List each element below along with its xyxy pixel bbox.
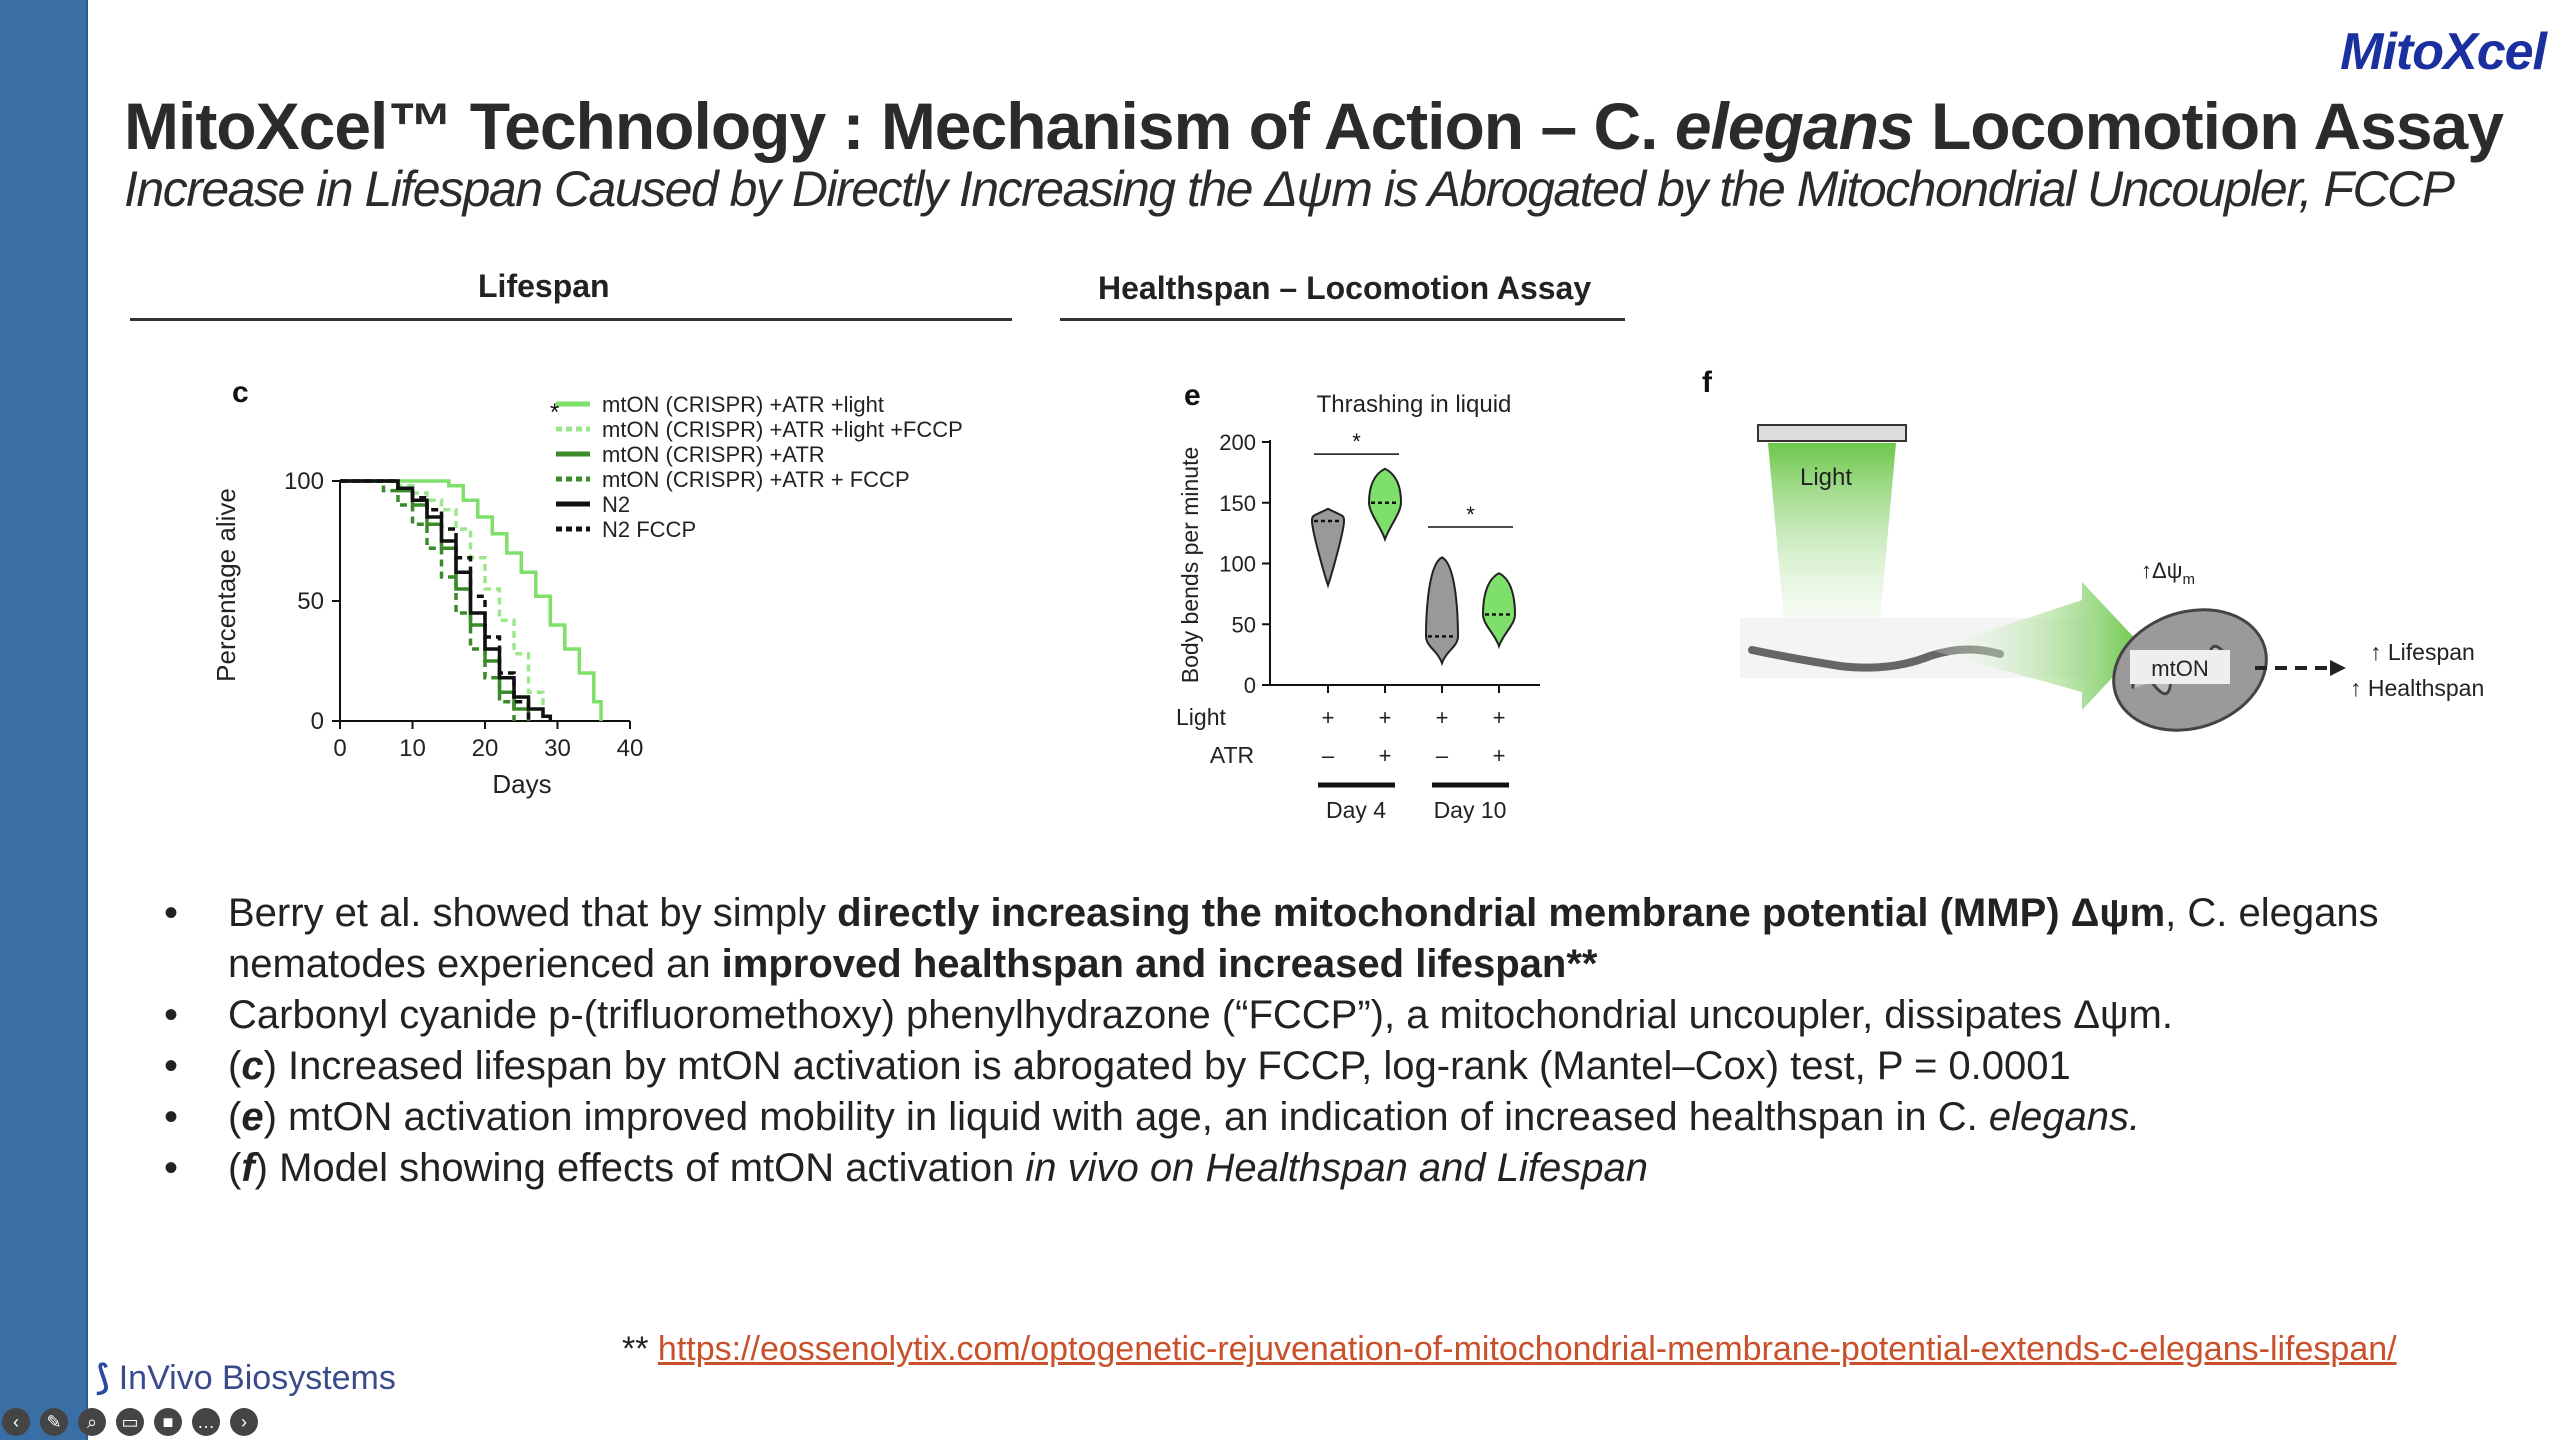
bullet-item: • Carbonyl cyanide p-(trifluoromethoxy) phenylhydrazone (“FCCP”), a mitochondrial uncoupler, dissipates Δψm. [164,993,2173,1037]
bullet-item: • (e) mtON activation improved mobility in liquid with age, an indication of increased healthspan in C. elegans. [164,1095,2141,1139]
legend-label: mtON (CRISPR) +ATR + FCCP [602,467,910,492]
mitoxcel-logo: MitoXcel [2340,23,2546,81]
y-tick-label: 100 [1219,551,1256,577]
significance-star: * [1466,502,1475,528]
lifespan-ylabel: Percentage alive [211,488,241,682]
panel-letter-e: e [1184,379,1201,412]
model-diagram [1690,360,2520,760]
slide-title: MitoXcel™ Technology : Mechanism of Action – C. elegans Locomotion Assay [124,89,2503,163]
legend-label: N2 FCCP [602,517,697,542]
pen-icon[interactable]: ✎ [40,1408,68,1436]
bullet-item: • (f) Model showing effects of mtON activation in vivo on Healthspan and Lifespan [164,1146,1649,1190]
camera-icon[interactable]: ■ [154,1408,182,1436]
legend-significance-star: * [550,399,560,426]
lifespan-effect: ↑ Lifespan [2370,639,2475,665]
y-tick-label: 0 [1243,673,1256,698]
more-options-icon[interactable]: … [192,1408,220,1436]
slide-subtitle: Increase in Lifespan Caused by Directly Increasing the Δψm is Abrogated by the Mitochondrial Uncoupler, FCCP [124,161,2454,217]
effect-arrowhead [2330,660,2346,676]
legend-label: mtON (CRISPR) +ATR +light +FCCP [602,417,963,442]
slideshow-toolbar [2,1408,258,1436]
thrashing-chart [1170,370,1570,830]
light-label: Light [1799,464,1853,491]
y-tick-label: 50 [297,588,324,615]
panel-letter-f: f [1702,366,1712,399]
bullet-item: • (c) Increased lifespan by mtON activation is abrogated by FCCP, log-rank (Mantel–Cox) test, P = 0.0001 [164,1044,2071,1088]
x-tick-label: 30 [544,735,571,762]
violin-shape [1483,573,1515,646]
legend-label: mtON (CRISPR) +ATR [602,442,825,467]
previous-slide-icon[interactable]: ‹ [2,1408,30,1436]
violin-shape [1426,557,1458,663]
atr-sign: + [1378,743,1392,768]
company-logo-mark: ⟆ [96,1359,110,1397]
section-label-lifespan: Lifespan [478,268,610,304]
x-tick-label: 10 [399,735,426,762]
mton-label: mtON [2151,656,2209,681]
light-sign: + [1435,705,1449,730]
light-sign: + [1321,705,1335,730]
zoom-icon[interactable]: ⌕ [78,1408,106,1436]
section-rule-healthspan [1060,318,1625,321]
survival-curve [340,481,550,721]
light-sign: + [1378,705,1392,730]
day4-label: Day 4 [1325,797,1387,823]
atr-sign: – [1321,743,1335,768]
y-tick-label: 200 [1219,430,1256,455]
day10-label: Day 10 [1433,797,1507,823]
lifespan-xlabel: Days [492,769,552,799]
x-tick-label: 40 [616,735,644,762]
legend-label: mtON (CRISPR) +ATR +light [602,392,884,417]
footnote: ** https://eossenolytix.com/optogenetic-rejuvenation-of-mitochondrial-membrane-potential-extends-c-elegans-lifespan/ [622,1330,2397,1368]
next-slide-icon[interactable]: › [230,1408,258,1436]
healthspan-effect: ↑ Healthspan [2350,675,2485,701]
y-tick-label: 150 [1219,490,1256,516]
delta-psi-label: $↑\Delta\psi_m$ [2141,558,2195,588]
light-sign: + [1492,705,1506,730]
section-rule-lifespan [130,318,1012,321]
section-label-healthspan: Healthspan – Locomotion Assay [1098,270,1592,306]
significance-star: * [1352,429,1361,455]
row-label-atr: ATR [1209,742,1255,768]
footnote-link[interactable]: https://eossenolytix.com/optogenetic-rejuvenation-of-mitochondrial-membrane-potential-extends-c-elegans-lifespan/ [657,1330,2397,1368]
x-tick-label: 20 [471,735,499,762]
atr-sign: + [1492,743,1506,768]
atr-sign: – [1435,743,1449,768]
row-label-light: Light [1176,704,1226,730]
x-tick-label: 0 [333,735,347,762]
bullet-list [160,888,2460,1194]
lifespan-chart [200,360,1030,810]
y-tick-label: 50 [1231,612,1256,638]
y-tick-label: 0 [310,708,324,735]
bullet-item: • Berry et al. showed that by simply directly increasing the mitochondrial membrane potential (MMP) Δψm, C. elegans nematodes experienced an improved healthspan and increased lifespan** [164,891,2379,986]
thrashing-ylabel: Body bends per minute [1177,446,1203,684]
y-tick-label: 100 [283,468,324,495]
legend-label: N2 [602,492,631,517]
activation-arrow [1930,582,2142,710]
light-source [1758,425,1906,441]
company-logo: ⟆ InVivo Biosystems [96,1359,396,1397]
captions-icon[interactable]: ▭ [116,1408,144,1436]
panel-letter-c: c [232,376,249,409]
thrashing-title: Thrashing in liquid [1316,391,1512,418]
left-sidebar [0,0,88,1440]
